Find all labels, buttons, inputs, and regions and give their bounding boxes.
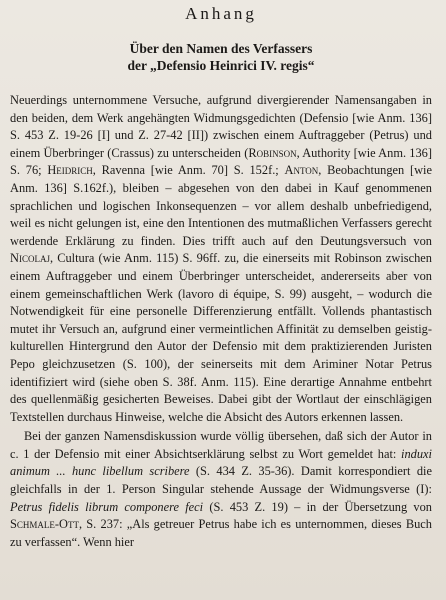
latin-quote: induxi animum ... hunc libellum scribere <box>10 446 432 479</box>
paragraph-2 <box>10 428 432 551</box>
text-run: , Beobachtungen [wie Anm. 136] S.162f.), bleiben – abgesehen von den dabei in Kauf genommenen sprachlichen und logischen Inkonsequenzen – vor allem deshalb unbefriedigend, weil es nicht gelungen ist, eine den Intentionen des mutmaßlichen Verfassers gerecht werdende Erklärung zu finden. Dies trifft auch auf den Deutungsversuch von <box>10 163 432 248</box>
author-name-nicolaj: Nicolaj <box>10 251 50 266</box>
text-run: Neuerdings unternommene Versuche, aufgrund divergierender Namensangaben in den beiden, dem Werk angehängten Widmungsgedichten (Defensio [wie Anm. 136] S. 453 Z. 19-26 [I] und Z. 27-42 [II]) zwischen einem Auftraggeber (Petrus) und einem Überbringer (Crassus) zu unterscheiden ( <box>10 93 432 160</box>
text-run: , Cultura (wie Anm. 115) S. 96ff. zu, die einerseits mit Robinson zwischen einem Auftraggeber und einem Überbringer unterscheidet, andererseits aber von einem gemeinschaftlichen Werk (lavoro di équipe, S. 99) ausgeht, – wodurch die Notwendigkeit für eine personelle Differenzierung entfällt. Vollends phantastisch mutet ihr Versuch an, aufgrund einer vermeintlichen Affinität zu demselben geistig-kulturellen Hintergrund den Autor der Defensio mit dem praktizierenden Juristen Pepo gleichzusetzen (S. 100), der seinerseits mit dem Ariminer Notar Petrus identifiziert wird (siehe oben S. 38f. Anm. 115). Eine derartige Annahme entbehrt des quellenmäßig gesicherten Beweises. Dabei gibt der Wortlaut der einschlägigen Textstellen durchaus Hinweise, welche die Absicht des Autors erkennen lassen. <box>10 251 432 424</box>
latin-quote: Petrus fidelis librum componere feci <box>10 499 204 514</box>
text-run: , S. 237: „Als getreuer Petrus habe ich es unternommen, dieses Buch zu verfassen“. Wenn hier <box>10 517 432 549</box>
author-name-robinson: Robinson <box>248 145 297 160</box>
section-title <box>10 40 432 74</box>
paragraph-1 <box>10 92 432 426</box>
section-title-line-2: der „Defensio Heinrici IV. regis“ <box>127 58 315 73</box>
text-run: , Authority [wie Anm. 136] S. 76; <box>10 145 432 178</box>
text-run: Bei der ganzen Namensdiskussion wurde völlig übersehen, daß sich der Autor in c. 1 der Defensio mit einer Absichtserklärung selbst zu Wort gemeldet hat: <box>10 429 432 461</box>
text-run: , Ravenna [wie Anm. 70] S. 152f.; <box>92 163 285 178</box>
author-name-heidrich: Heidrich <box>47 163 93 178</box>
section-title-line-1: Über den Namen des Verfassers <box>129 41 313 56</box>
text-run: (S. 453 Z. 19) – in der Übersetzung von <box>203 499 432 514</box>
running-header: Anhang <box>185 4 257 23</box>
author-name-anton: Anton <box>284 163 319 178</box>
body-text <box>10 92 432 551</box>
text-run: (S. 434 Z. 35-36). Damit korrespondiert die gleichfalls in der 1. Person Singular stehende Aussage der Widmungsverse (I): <box>10 464 433 497</box>
author-name-schmale-ott: Schmale-Ott <box>10 517 79 532</box>
